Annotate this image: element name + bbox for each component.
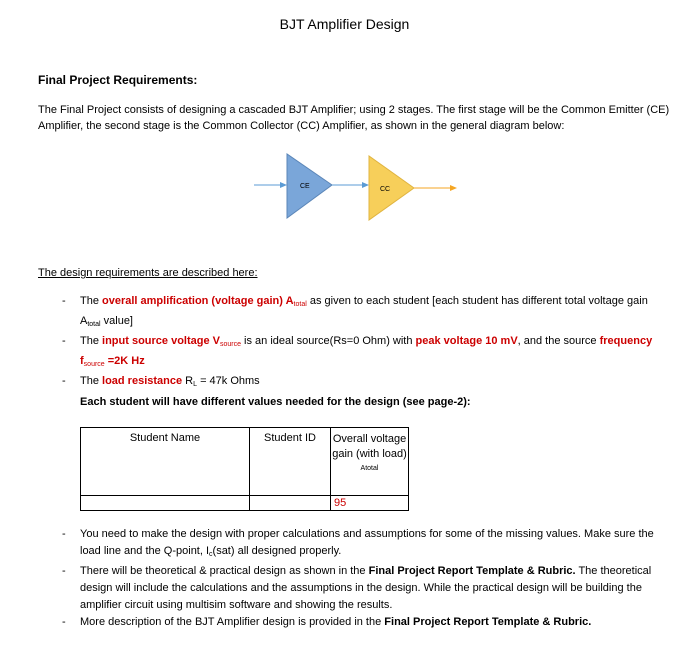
req2-highlight-source: input source voltage V [102, 335, 220, 347]
req1-highlight: overall amplification (voltage gain) A [102, 295, 294, 307]
req3-end: = 47k Ohms [197, 375, 260, 387]
page-title: BJT Amplifier Design [279, 16, 410, 32]
req5-pre: There will be theoretical & practical design as shown in the [80, 565, 369, 577]
requirement-load-resistance [38, 373, 668, 393]
req2-highlight-frequency-sub: source [83, 361, 105, 368]
cc-stage-label: CC [380, 186, 391, 193]
req6-bold: Final Project Report Template & Rubric. [384, 616, 592, 628]
requirement-calculations [38, 526, 668, 563]
req3-post-sub: L [193, 381, 198, 388]
table-header-row [81, 428, 409, 496]
gain-value-cell: 95 [331, 496, 409, 511]
output-arrow-head [450, 185, 457, 191]
req1-highlight-sub: total [293, 301, 307, 308]
req2-highlight-frequency-end: =2K Hz [104, 355, 145, 367]
requirements-heading: Final Project Requirements: [38, 73, 198, 87]
req2-pre: The [80, 335, 103, 347]
table-row [81, 496, 409, 511]
req2-mid1: is an ideal source(Rs=0 Ohm) with [241, 335, 416, 347]
req1-post: as given to each student [each student has different total voltage gain A [80, 295, 648, 327]
student-name-cell [81, 496, 250, 511]
requirement-more-description [38, 614, 668, 631]
voltage-gain-header-sub: Atotal [360, 465, 379, 472]
req1-end: value] [100, 315, 133, 327]
student-values-table [80, 427, 409, 511]
req4-end: (sat) all designed properly. [212, 545, 342, 557]
input-arrow-head [280, 182, 287, 188]
additional-requirements-list [38, 526, 668, 631]
req5-post: The theoretical design will include the calculations and the assumptions in the design. While the practical design will be building the amplifier circuit using multisim software and showing the results. [80, 565, 652, 611]
each-student-note: Each student will have different values needed for the design (see page-2): [80, 396, 471, 408]
req4-sub: c [209, 551, 213, 558]
student-id-header: Student ID [250, 428, 331, 496]
student-name-header: Student Name [81, 428, 250, 496]
req2-highlight-source-sub: source [219, 341, 241, 348]
req1-pre: The [80, 295, 103, 307]
interstage-arrow-head [362, 182, 369, 188]
ce-stage-label: CE [300, 183, 310, 190]
cc-stage-triangle [369, 156, 414, 220]
student-id-cell [250, 496, 331, 511]
req2-mid2: , and the source [517, 335, 600, 347]
amplifier-block-diagram [250, 152, 470, 227]
design-requirements-heading: The design requirements are described here: [38, 267, 258, 279]
req4-text: You need to make the design with proper calculations and assumptions for some of the missing values. Make sure the load line and the Q-point, I [80, 528, 654, 557]
voltage-gain-header-text: Overall voltage gain (with load) [332, 433, 407, 460]
req2-highlight-peak: peak voltage 10 mV [415, 335, 518, 347]
req1-post-sub: total [87, 321, 101, 328]
design-requirements-list [38, 293, 668, 393]
req3-pre: The [80, 375, 103, 387]
req2-highlight-frequency: frequency f [80, 335, 653, 367]
requirement-theoretical-practical [38, 563, 668, 614]
requirement-voltage-gain [38, 293, 668, 333]
intro-paragraph: The Final Project consists of designing a cascaded BJT Amplifier; using 2 stages. The first stage will be the Common Emitter (CE) Amplifier, the second stage is the Common Collector (CC) Amplifier, as shown in the general diagram below: [38, 104, 670, 132]
voltage-gain-header [331, 428, 409, 496]
req3-highlight: load resistance [102, 375, 183, 387]
req3-post: R [182, 375, 194, 387]
requirement-input-source [38, 333, 668, 373]
req6-pre: More description of the BJT Amplifier design is provided in the [80, 616, 385, 628]
req5-bold: Final Project Report Template & Rubric. [368, 565, 576, 577]
